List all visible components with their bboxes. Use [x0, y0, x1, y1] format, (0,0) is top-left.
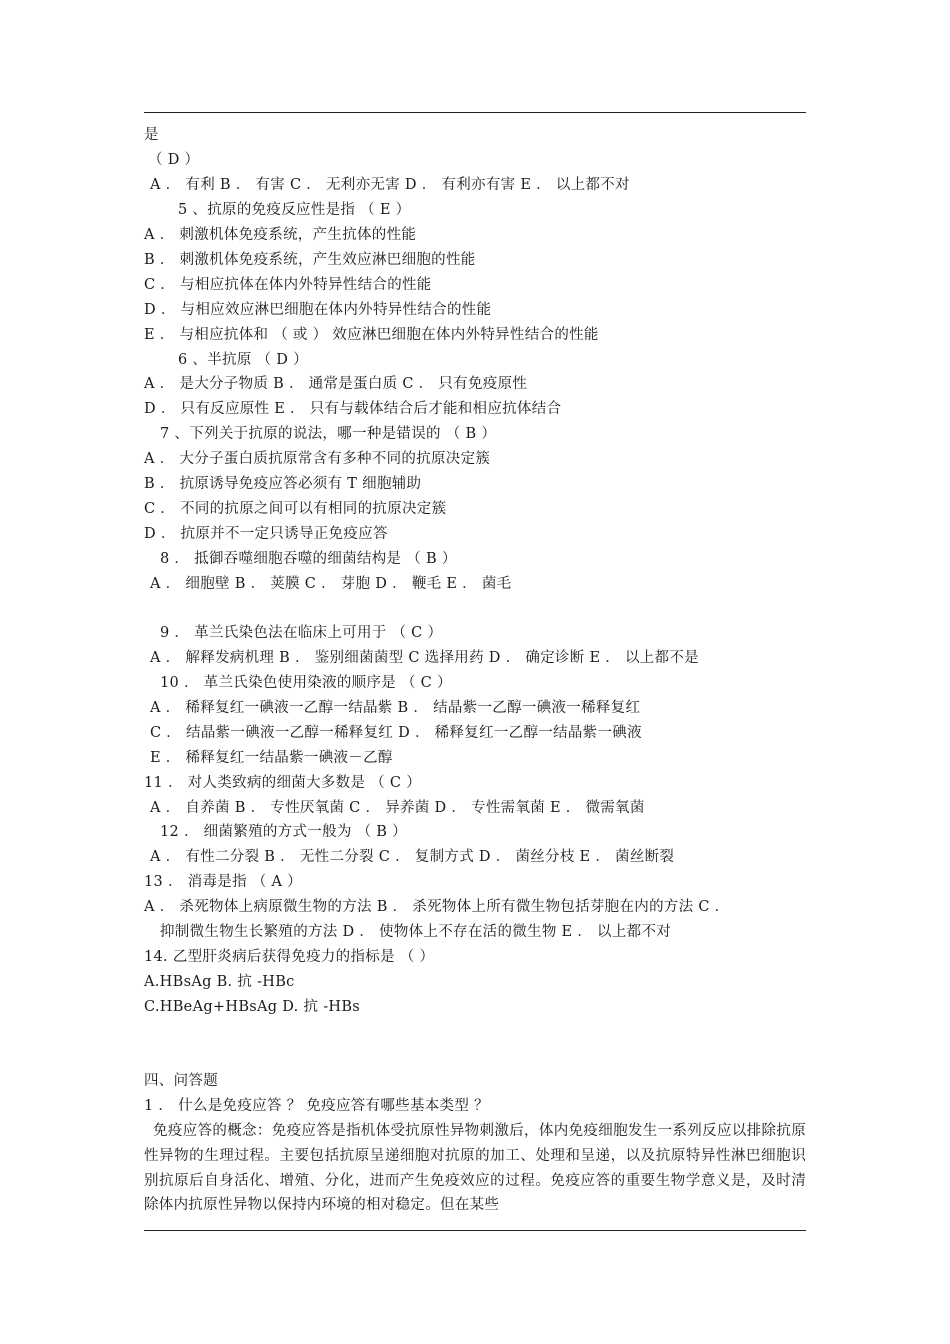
text-line: A ． 细胞壁 B ． 荚膜 C ． 芽胞 D ． 鞭毛 E ． 菌毛: [150, 576, 512, 592]
text-line: 9 ． 革兰氏染色法在临床上可用于 （ C ）: [160, 625, 443, 641]
text-line: E ． 与相应抗体和 （ 或 ） 效应淋巴细胞在体内外特异性结合的性能: [144, 327, 599, 343]
text-line: 是: [144, 127, 159, 143]
text-line: 14. 乙型肝炎病后获得免疫力的指标是 （ ）: [144, 949, 435, 965]
text-line: E ． 稀释复红一结晶紫一碘液－乙醇: [150, 750, 393, 766]
text-line: 5 、抗原的免疫反应性是指 （ E ）: [178, 202, 411, 218]
text-line: 12 ． 细菌繁殖的方式一般为 （ B ）: [160, 824, 407, 840]
text-line: A ． 是大分子物质 B ． 通常是蛋白质 C ． 只有免疫原性: [144, 376, 528, 392]
text-line: C.HBeAg+HBsAg D. 抗 -HBs: [144, 999, 361, 1015]
text-line: 6 、半抗原 （ D ）: [178, 352, 308, 368]
text-line: B ． 刺激机体免疫系统，产生效应淋巴细胞的性能: [144, 252, 476, 268]
text-line: A ． 杀死物体上病原微生物的方法 B ． 杀死物体上所有微生物包括芽胞在内的方法 C ．: [144, 899, 730, 915]
text-line: 7 、下列关于抗原的说法，哪一种是错误的 （ B ）: [160, 426, 497, 442]
text-line: 抑制微生物生长繁殖的方法 D ． 使物体上不存在活的微生物 E ． 以上都不对: [160, 924, 672, 940]
text-line: A ． 解释发病机理 B ． 鉴别细菌菌型 C 选择用药 D ． 确定诊断 E ． 以上都不是: [150, 650, 699, 666]
text-line: A ． 有利 B ． 有害 C ． 无利亦无害 D ． 有利亦有害 E ． 以上都不对: [150, 177, 630, 193]
bottom-rule: [144, 1230, 806, 1231]
text-line: A ． 刺激机体免疫系统，产生抗体的性能: [144, 227, 417, 243]
top-rule: [144, 112, 806, 113]
text-line: 8 ． 抵御吞噬细胞吞噬的细菌结构是 （ B ）: [160, 551, 457, 567]
text-line: A ． 有性二分裂 B ． 无性二分裂 C ． 复制方式 D ． 菌丝分枝 E ． 菌丝断裂: [150, 849, 675, 865]
question-line: 1 ． 什么是免疫应答 ？ 免疫应答有哪些基本类型 ？: [144, 1098, 489, 1114]
text-line: A ． 稀释复红一碘液一乙醇一结晶紫 B ． 结晶紫一乙醇一碘液一稀释复红: [150, 700, 641, 716]
text-line: 10 ． 革兰氏染色使用染液的顺序是 （ C ）: [160, 675, 452, 691]
text-line: 11 ． 对人类致病的细菌大多数是 （ C ）: [144, 775, 421, 791]
text-line: D ． 只有反应原性 E ． 只有与载体结合后才能和相应抗体结合: [144, 401, 562, 417]
text-line: B ． 抗原诱导免疫应答必须有 T 细胞辅助: [144, 476, 422, 492]
answer-paragraph: 免疫应答的概念：免疫应答是指机体受抗原性异物刺激后，体内免疫细胞发生一系列反应以排除抗原性异物的生理过程。主要包括抗原呈递细胞对抗原的加工、处理和呈递，以及抗原特异性淋巴细胞识别抗原后自身活化、增殖、分化，进而产生免疫效应的过程。免疫应答的重要生物学意义是，及时清除体内抗原性异物以保持内环境的相对稳定。但在某些: [144, 1123, 806, 1214]
text-line: D ． 与相应效应淋巴细胞在体内外特异性结合的性能: [144, 302, 492, 318]
text-line: 13 ． 消毒是指 （ A ）: [144, 874, 302, 890]
text-line: A ． 大分子蛋白质抗原常含有多种不同的抗原决定簇: [144, 451, 491, 467]
text-line: A ． 自养菌 B ． 专性厌氧菌 C ． 异养菌 D ． 专性需氧菌 E ． 微需氧菌: [150, 800, 645, 816]
section-heading: 四、问答题: [144, 1073, 218, 1089]
text-line: C ． 与相应抗体在体内外特异性结合的性能: [144, 277, 432, 293]
text-line: C ． 不同的抗原之间可以有相同的抗原决定簇: [144, 501, 447, 517]
text-line: A.HBsAg B. 抗 -HBc: [144, 974, 295, 990]
text-line: C ． 结晶紫一碘液一乙醇一稀释复红 D ． 稀释复红一乙醇一结晶紫一碘液: [150, 725, 642, 741]
text-line: （ D ）: [148, 152, 200, 168]
text-line: D ． 抗原并不一定只诱导正免疫应答: [144, 526, 388, 542]
